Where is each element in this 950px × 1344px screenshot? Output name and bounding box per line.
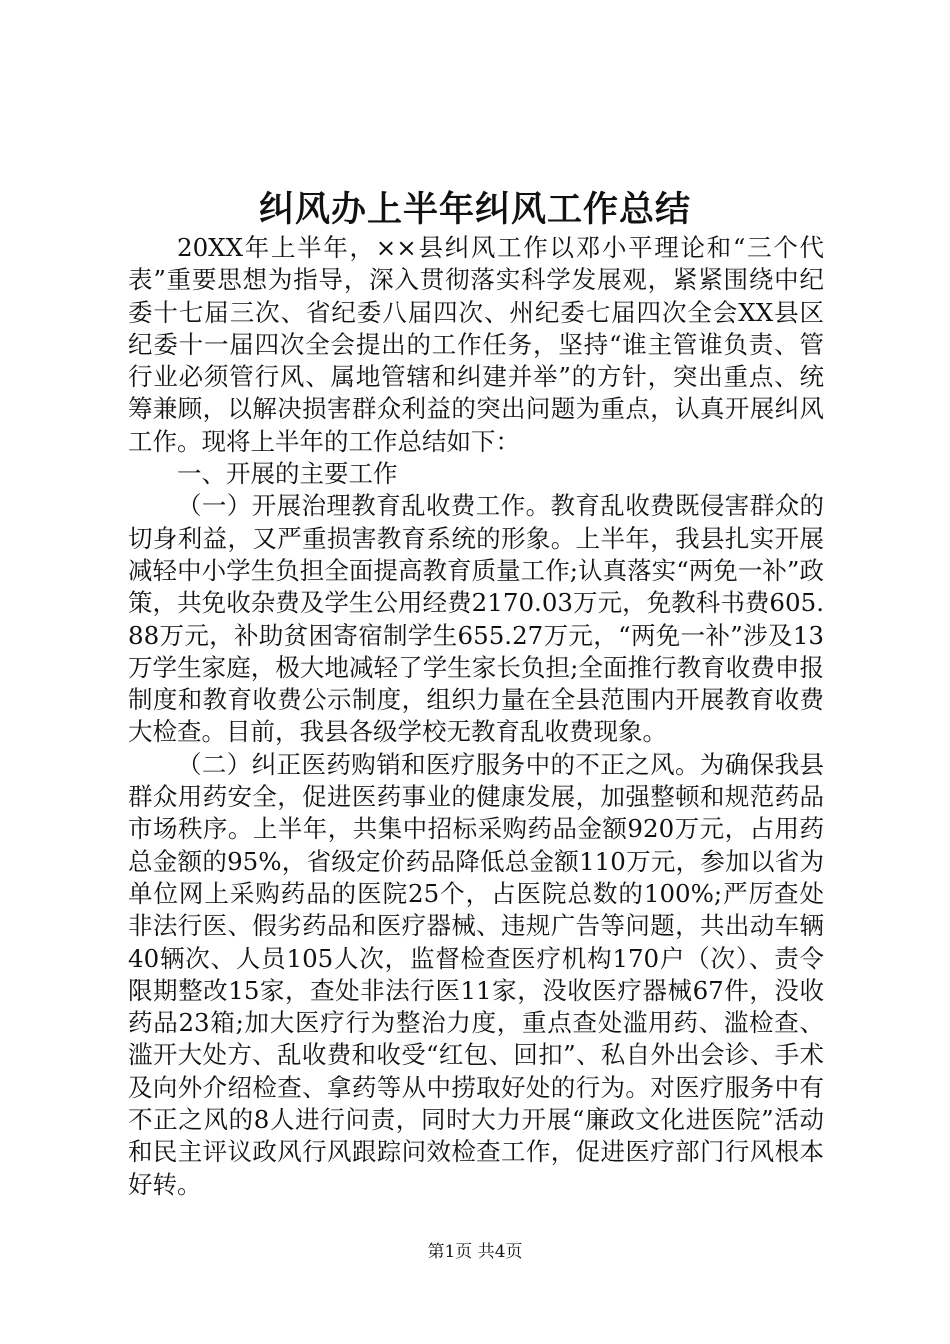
document-body [128, 232, 824, 1201]
education-fees-paragraph: （一）开展治理教育乱收费工作。教育乱收费既侵害群众的切身利益，又严重损害教育系统的形象。上半年，我县扎实开展减轻中小学生负担全面提高教育质量工作;认真落实“两免一补”政策，共免收杂费及学生公用经费2170.03万元，免教科书费605.88万元，补助贫困寄宿制学生655.27万元，“两免一补”涉及13万学生家庭，极大地减轻了学生家长负担;全面推行教育收费申报制度和教育收费公示制度，组织力量在全县范围内开展教育收费大检查。目前，我县各级学校无教育乱收费现象。 [128, 491, 824, 747]
medical-conduct-paragraph: （二）纠正医药购销和医疗服务中的不正之风。为确保我县群众用药安全，促进医药事业的健康发展，加强整顿和规范药品市场秩序。上半年，共集中招标采购药品金额920万元，占用药总金额的95%，省级定价药品降低总金额110万元，参加以省为单位网上采购药品的医院25个，占医院总数的100%;严厉查处非法行医、假劣药品和医疗器械、违规广告等问题，共出动车辆40辆次、人员105人次，监督检查医疗机构170户（次）、责令限期整改15家，查处非法行医11家，没收医疗器械67件，没收药品23箱;加大医疗行为整治力度，重点查处滥用药、滥检查、滥开大处方、乱收费和收受“红包、回扣”、私自外出会诊、手术及向外介绍检查、拿药等从中捞取好处的行为。对医疗服务中有不正之风的8人进行问责，同时大力开展“廉政文化进医院”活动和民主评议政风行风跟踪问效检查工作，促进医疗部门行风根本好转。 [128, 749, 824, 1199]
page-footer: 第1页 共4页 [427, 1242, 523, 1262]
intro-paragraph: 20XX年上半年，××县纠风工作以邓小平理论和“三个代表”重要思想为指导，深入贯彻落实科学发展观，紧紧围绕中纪委十七届三次、省纪委八届四次、州纪委七届四次全会XX县区纪委十一届四次全会提出的工作任务，坚持“谁主管谁负责、管行业必须管行风、属地管辖和纠建并举”的方针，突出重点、统筹兼顾，以解决损害群众利益的突出问题为重点，认真开展纠风工作。现将上半年的工作总结如下： [128, 233, 824, 456]
section-heading: 一、开展的主要工作 [177, 459, 398, 489]
document-title: 纠风办上半年纠风工作总结 [258, 189, 691, 230]
